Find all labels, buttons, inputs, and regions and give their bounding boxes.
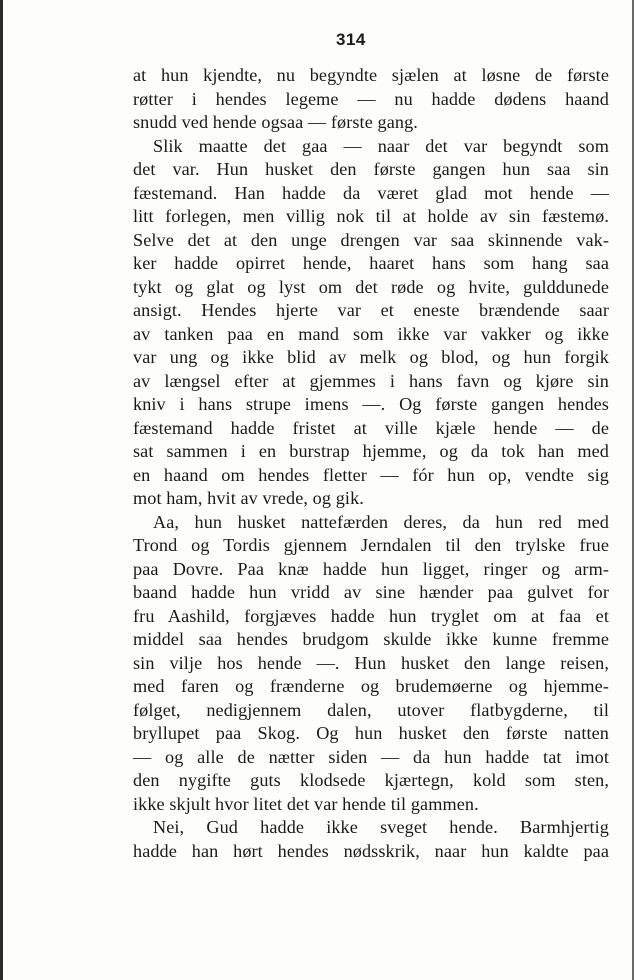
text-line: bryllupet paa Skog. Og hun husket den første natten	[133, 723, 609, 743]
page-edge-left	[0, 0, 3, 980]
text-line: Nei, Gud hadde ikke sveget hende. Barmhjertig	[153, 817, 609, 837]
text-line: fru Aashild, forgjæves hadde hun tryglet om at faa et	[133, 605, 609, 626]
text-line: at hun kjendte, nu begyndte sjælen at løsne de første	[133, 65, 609, 85]
text-line: litt forlegen, men villig nok til at holde av sin fæstemø.	[133, 206, 609, 226]
text-line: Aa, hun husket nattefærden deres, da hun red med	[153, 511, 609, 532]
text-line: snudd ved hende ogsaa — første gang.	[133, 112, 418, 132]
text-line: det var. Hun husket den første gangen hun saa sin	[133, 159, 609, 179]
text-line: ansigt. Hendes hjerte var et eneste brændende saar	[133, 300, 609, 320]
text-line: av længsel efter at gjemmes i hans favn og kjøre sin	[133, 370, 609, 391]
text-line: Slik maatte det gaa — naar det var begyndt som	[153, 135, 609, 156]
text-line: følget, nedigjennem dalen, utover flatbygderne, til	[133, 699, 609, 720]
text-line: av tanken paa en mand som ikke var vakker og ikke	[133, 323, 609, 344]
text-line: hadde han hørt hendes nødsskrik, naar hun kaldte paa	[133, 840, 609, 861]
text-line: fæstemand hadde fristet at ville kjæle hende — de	[133, 417, 609, 438]
text-line: tykt og glat og lyst om det røde og hvite, gulddunede	[133, 276, 609, 297]
text-line: var ung og ikke blid av melk og blod, og hun forgik	[133, 347, 609, 367]
text-line: Selve det at den unge drengen var saa skinnende vak-	[133, 229, 609, 250]
text-line: røtter i hendes legeme — nu hadde dødens haand	[133, 88, 609, 109]
text-line: den nygifte guts klodsede kjærtegn, kold som sten,	[133, 770, 609, 790]
text-line: en haand om hendes fletter — fór hun op, vendte sig	[133, 464, 609, 485]
text-line: — og alle de nætter siden — da hun hadde tat imot	[133, 746, 609, 767]
page-number: 314	[336, 30, 366, 49]
text-line: paa Dovre. Paa knæ hadde hun ligget, ringer og arm-	[133, 558, 609, 579]
text-line: sat sammen i en burstrap hjemme, og da tok han med	[133, 441, 609, 461]
text-line: med faren og frænderne og brudemøerne og hjemme-	[133, 676, 609, 696]
text-line: Trond og Tordis gjennem Jerndalen til den trylske frue	[133, 535, 609, 555]
text-line: baand hadde hun vridd av sine hænder paa gulvet for	[133, 582, 609, 602]
body-text	[133, 64, 609, 863]
text-line: mot ham, hvit av vrede, og gik.	[133, 488, 364, 508]
text-line: ker hadde opirret hende, haaret hans som hang saa	[133, 253, 609, 273]
text-line: middel saa hendes brudgom skulde ikke kunne fremme	[133, 629, 609, 649]
text-line: sin vilje hos hende —. Hun husket den lange reisen,	[133, 652, 609, 673]
text-line: kniv i hans strupe imens —. Og første gangen hendes	[133, 394, 609, 414]
text-line: fæstemand. Han hadde da været glad mot hende —	[133, 182, 609, 203]
text-line: ikke skjult hvor litet det var hende til gammen.	[133, 793, 479, 814]
